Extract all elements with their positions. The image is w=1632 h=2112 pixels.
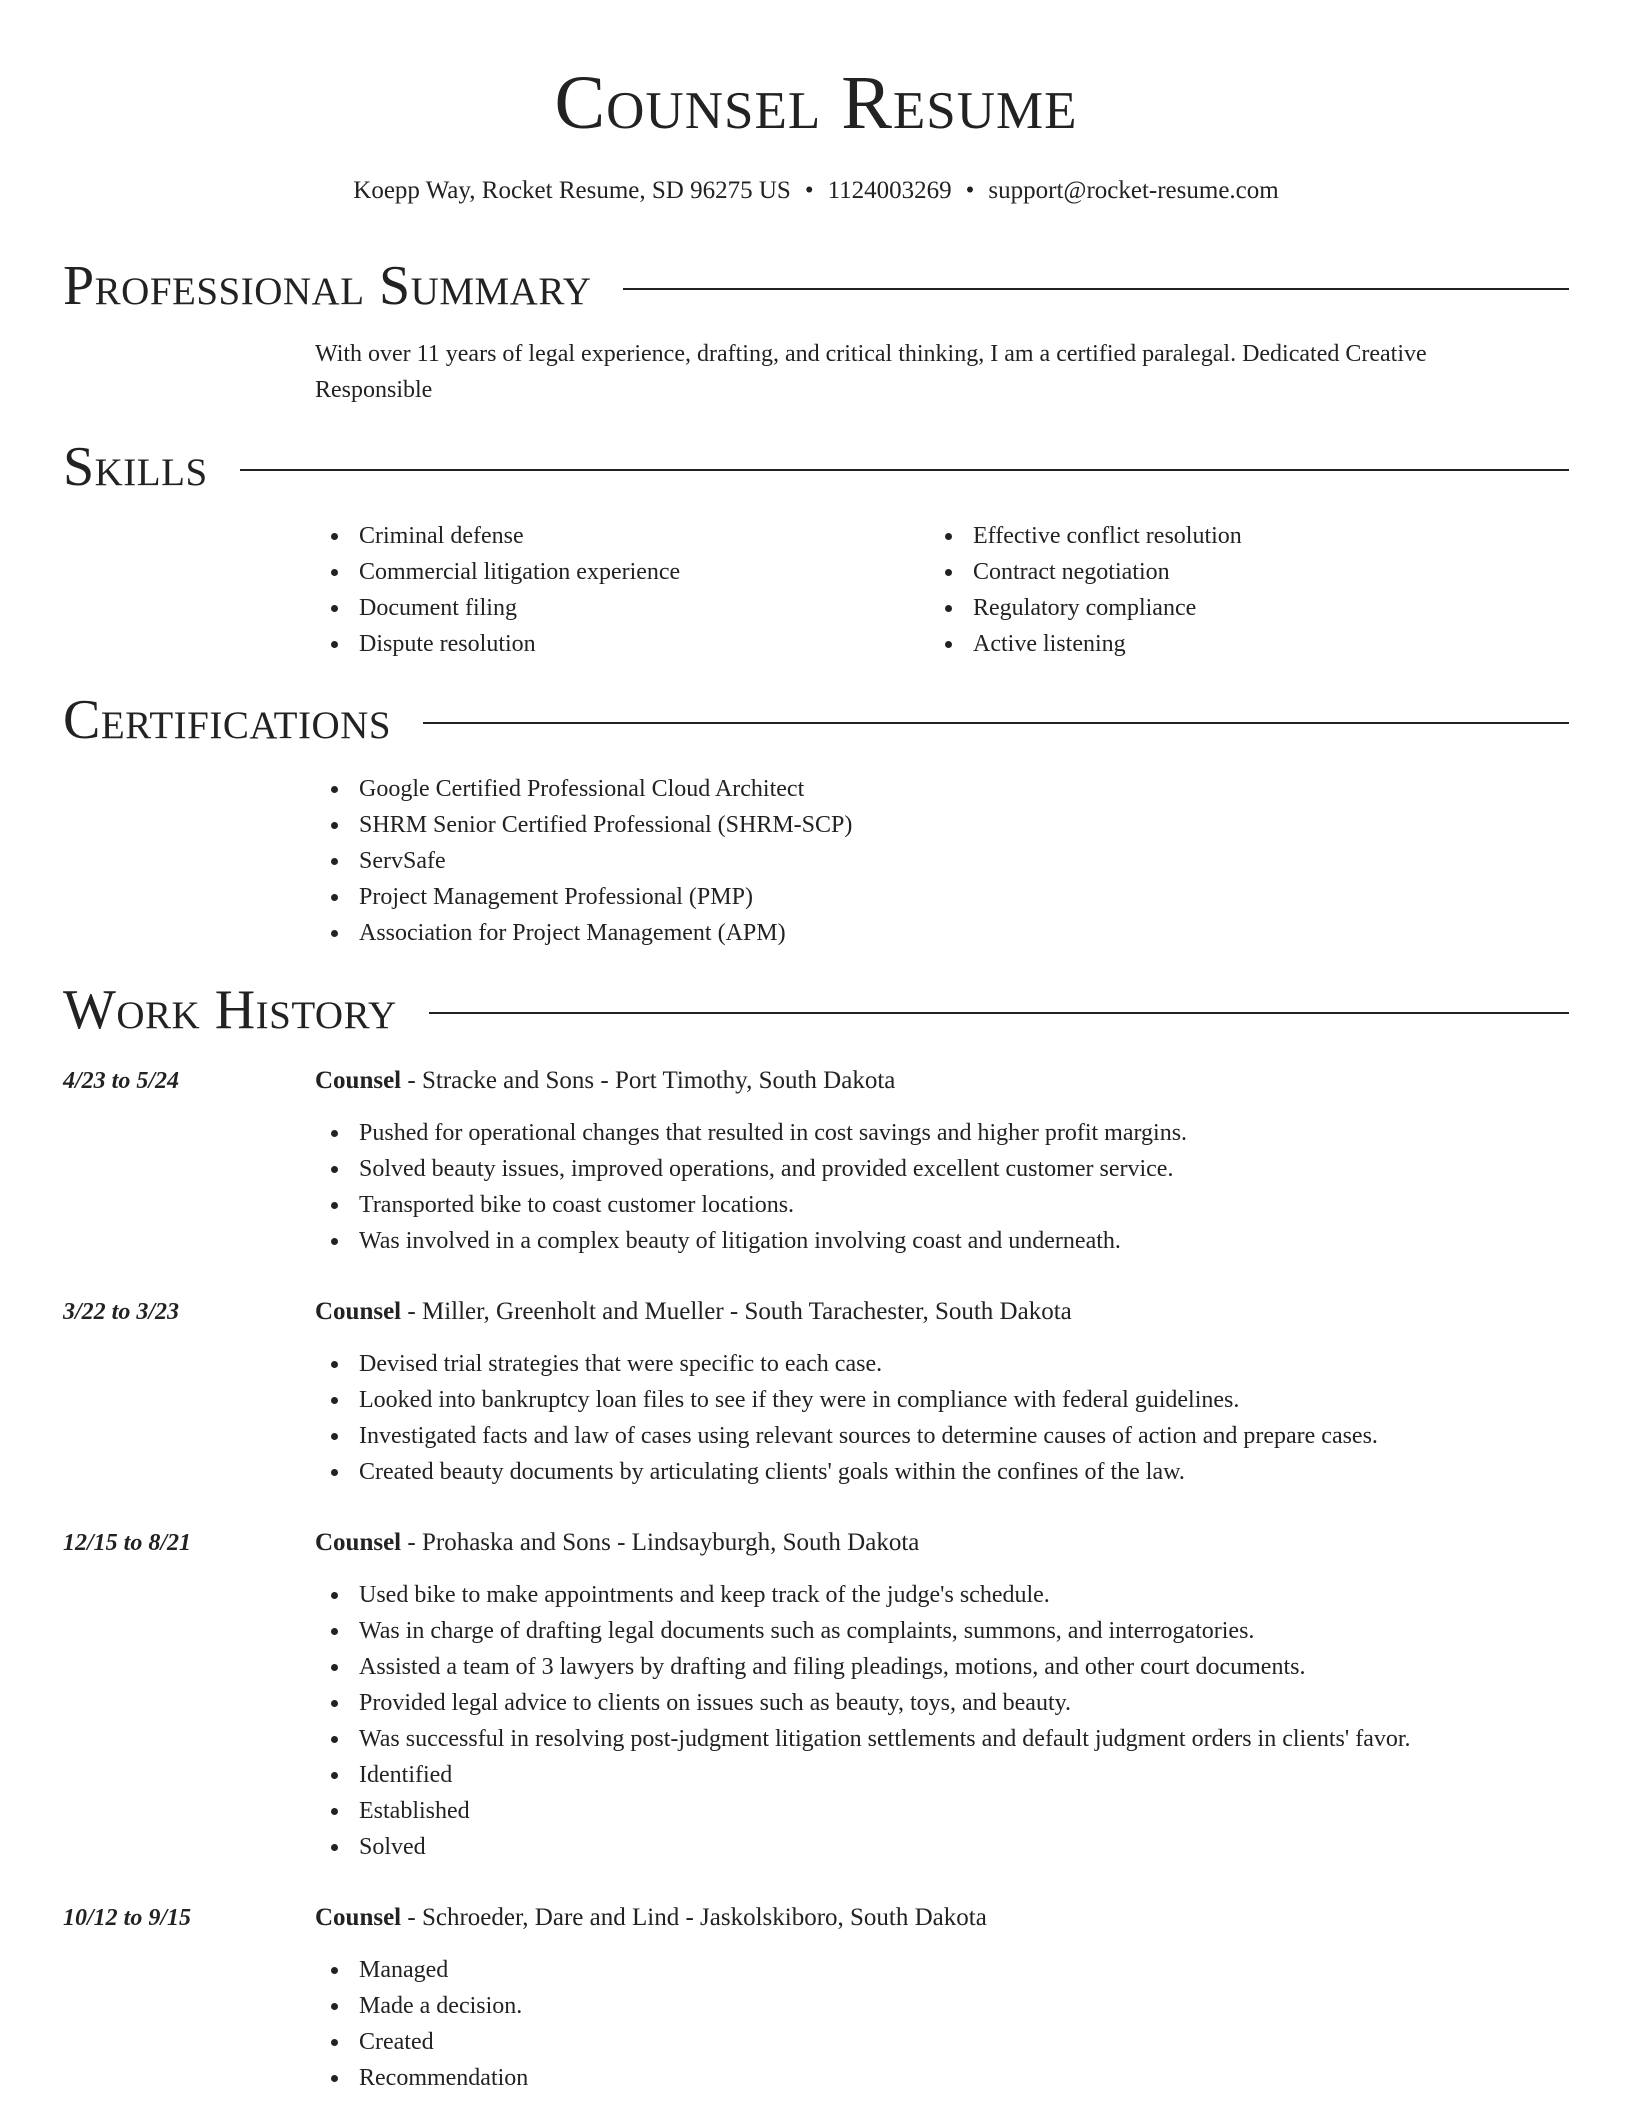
job-heading [315, 1900, 987, 1936]
skills-column-left [315, 518, 875, 662]
skill-item: Commercial litigation experience [315, 554, 875, 590]
job-bullet: Created beauty documents by articulating clients' goals within the confines of the law. [315, 1454, 1505, 1490]
job-heading [315, 1294, 1072, 1330]
job-bullet: Pushed for operational changes that resulted in cost savings and higher profit margins. [315, 1115, 1505, 1151]
job-employer: - Miller, Greenholt and Mueller - South Tarachester, South Dakota [401, 1298, 1072, 1325]
job-bullets [315, 1952, 1505, 2096]
summary-text: With over 11 years of legal experience, drafting, and critical thinking, I am a certified paralegal. Dedicated Creative Responsible [315, 341, 1427, 403]
job-bullet: Looked into bankruptcy loan files to see if they were in compliance with federal guidelines. [315, 1382, 1505, 1418]
contact-separator: • [965, 177, 975, 204]
job-bullet: Was successful in resolving post-judgment litigation settlements and default judgment orders in clients' favor. [315, 1721, 1505, 1757]
job-bullet: Established [315, 1793, 1505, 1829]
section-skills [63, 437, 1569, 497]
job-dates: 4/23 to 5/24 [63, 1068, 180, 1094]
job-bullets [315, 1346, 1505, 1490]
contact-email: support@rocket-resume.com [988, 177, 1279, 204]
job-employer: - Schroeder, Dare and Lind - Jaskolskiboro, South Dakota [401, 1904, 987, 1931]
contact-separator: • [804, 177, 814, 204]
skills-column-right [929, 518, 1489, 662]
section-certifications [63, 690, 1569, 750]
section-heading: Work History [63, 979, 397, 1041]
certification-item: Project Management Professional (PMP) [315, 879, 1415, 915]
resume-title: Counsel Resume [554, 61, 1078, 145]
job-bullet: Solved [315, 1829, 1505, 1865]
skill-item: Active listening [929, 626, 1489, 662]
job-bullet: Was in charge of drafting legal documents such as complaints, summons, and interrogatories. [315, 1613, 1505, 1649]
skill-item: Document filing [315, 590, 875, 626]
job-bullet: Recommendation [315, 2060, 1505, 2096]
certifications-list [315, 771, 1415, 951]
skill-item: Dispute resolution [315, 626, 875, 662]
job-bullet: Assisted a team of 3 lawyers by drafting and filing pleadings, motions, and other court documents. [315, 1649, 1505, 1685]
job-bullet: Identified [315, 1757, 1505, 1793]
job-bullet: Created [315, 2024, 1505, 2060]
job-role: Counsel [315, 1067, 402, 1094]
job-bullet: Transported bike to coast customer locations. [315, 1187, 1505, 1223]
skill-item: Regulatory compliance [929, 590, 1489, 626]
job-heading [315, 1525, 919, 1561]
job-bullet: Managed [315, 1952, 1505, 1988]
job-bullets [315, 1115, 1505, 1259]
skill-item: Contract negotiation [929, 554, 1489, 590]
contact-line [0, 176, 1632, 206]
job-bullet: Used bike to make appointments and keep track of the judge's schedule. [315, 1577, 1505, 1613]
job-dates: 12/15 to 8/21 [63, 1530, 192, 1556]
job-heading [315, 1063, 895, 1099]
section-work-history [63, 980, 1569, 1040]
job-employer: - Stracke and Sons - Port Timothy, South Dakota [401, 1067, 896, 1094]
job-dates: 3/22 to 3/23 [63, 1299, 180, 1325]
job-bullet: Made a decision. [315, 1988, 1505, 2024]
section-divider [429, 1012, 1569, 1014]
skill-item: Effective conflict resolution [929, 518, 1489, 554]
job-employer: - Prohaska and Sons - Lindsayburgh, South Dakota [401, 1529, 920, 1556]
job-dates: 10/12 to 9/15 [63, 1905, 192, 1931]
job-bullet: Devised trial strategies that were specific to each case. [315, 1346, 1505, 1382]
contact-address: Koepp Way, Rocket Resume, SD 96275 US [353, 177, 791, 204]
certification-item: Association for Project Management (APM) [315, 915, 1415, 951]
job-bullets [315, 1577, 1505, 1865]
section-divider [623, 288, 1569, 290]
section-heading: Certifications [63, 689, 392, 751]
certification-item: ServSafe [315, 843, 1415, 879]
job-role: Counsel [315, 1529, 402, 1556]
skill-item: Criminal defense [315, 518, 875, 554]
job-role: Counsel [315, 1904, 402, 1931]
contact-phone: 1124003269 [827, 177, 952, 204]
section-divider [240, 469, 1569, 471]
job-bullet: Provided legal advice to clients on issues such as beauty, toys, and beauty. [315, 1685, 1505, 1721]
section-heading: Skills [63, 436, 208, 498]
section-divider [423, 722, 1569, 724]
job-bullet: Investigated facts and law of cases using relevant sources to determine causes of action and prepare cases. [315, 1418, 1505, 1454]
certification-item: Google Certified Professional Cloud Architect [315, 771, 1415, 807]
job-role: Counsel [315, 1298, 402, 1325]
section-professional-summary [63, 256, 1569, 316]
job-bullet: Was involved in a complex beauty of litigation involving coast and underneath. [315, 1223, 1505, 1259]
section-heading: Professional Summary [63, 255, 592, 317]
certification-item: SHRM Senior Certified Professional (SHRM-SCP) [315, 807, 1415, 843]
job-bullet: Solved beauty issues, improved operations, and provided excellent customer service. [315, 1151, 1505, 1187]
